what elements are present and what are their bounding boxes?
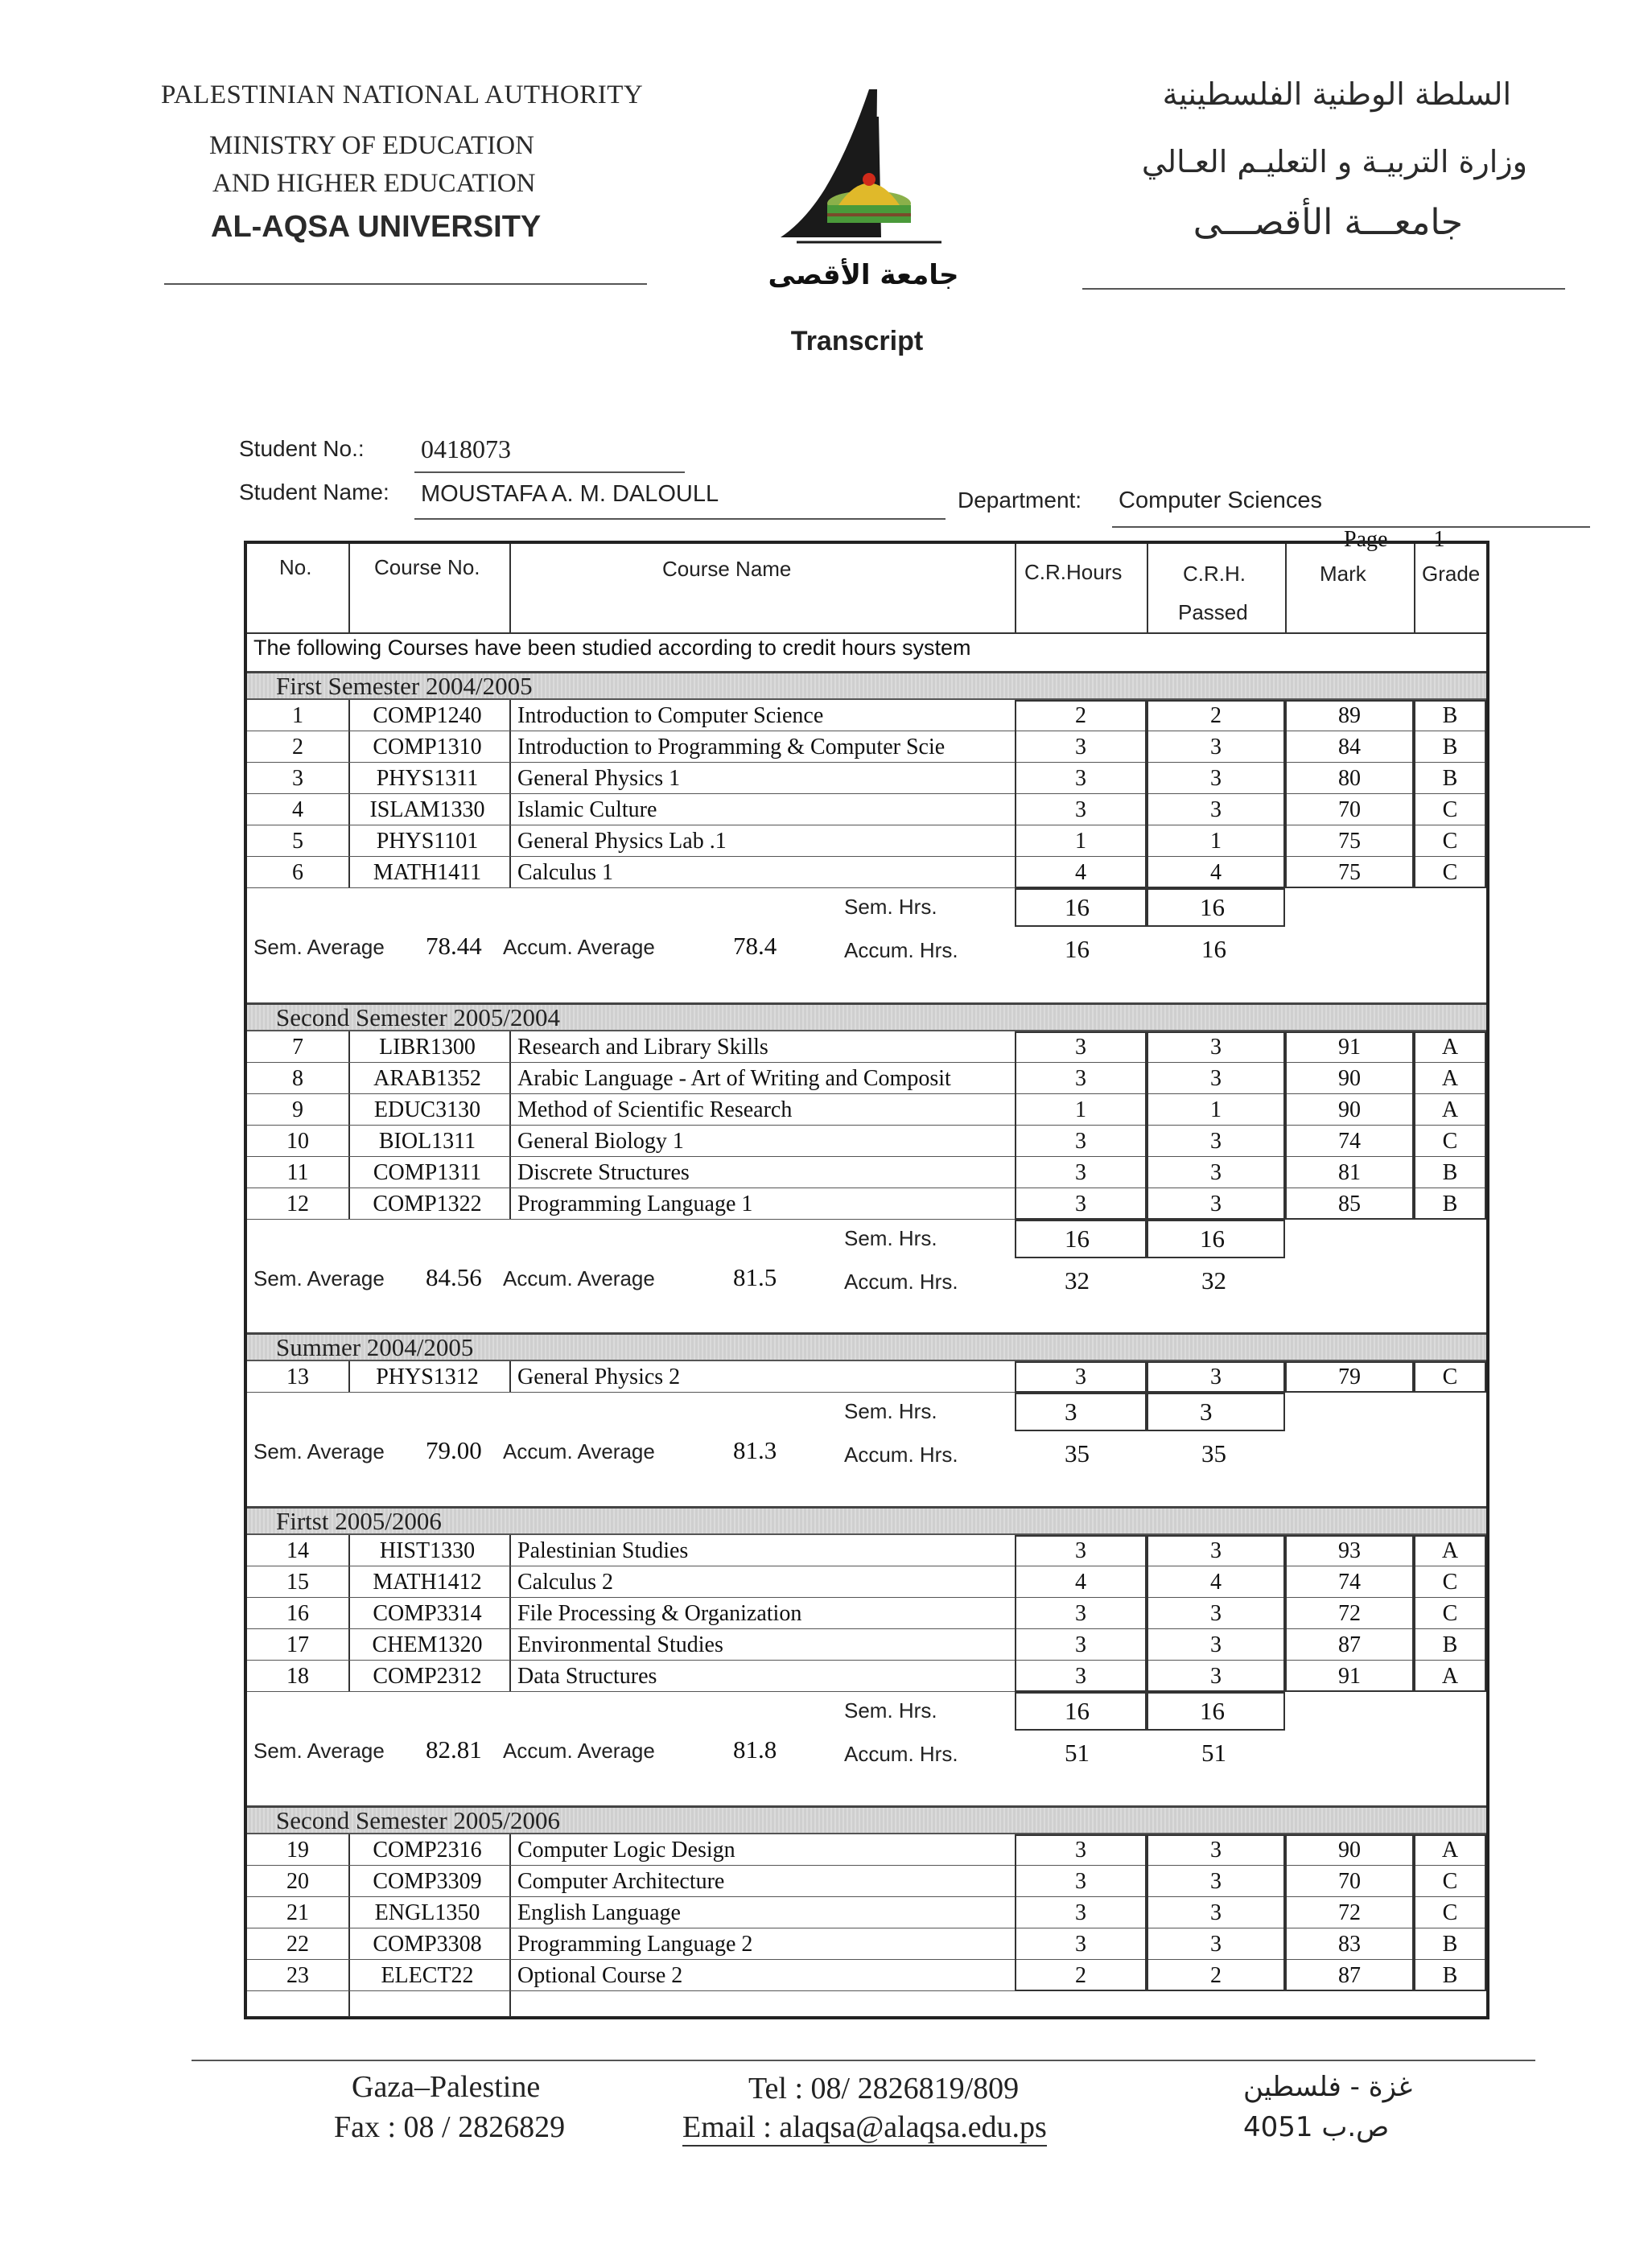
accum-hrs-value: 32 [1065, 1266, 1090, 1295]
sem-hrs-passed-value: 16 [1200, 1697, 1225, 1725]
department-label: Department: [958, 488, 1082, 512]
accum-average-value: 78.4 [733, 932, 777, 960]
cell-passed: 2 [1210, 703, 1222, 728]
student-no-value: 0418073 [421, 434, 511, 463]
accum-average-label: Accum. Average [503, 1739, 655, 1763]
cell-name: Arabic Language - Art of Writing and Composit [517, 1066, 951, 1091]
cell-hrs: 3 [1075, 1632, 1086, 1657]
cell-no: 6 [292, 860, 303, 885]
sem-average-value: 82.81 [426, 1735, 482, 1764]
value-box [1147, 1031, 1285, 1220]
accum-average-value: 81.8 [733, 1735, 777, 1764]
cell-code: COMP2312 [373, 1664, 482, 1689]
semester-title: First Semester 2004/2005 [276, 672, 533, 700]
cell-mark: 90 [1338, 1097, 1361, 1122]
cell-passed: 3 [1210, 1365, 1222, 1389]
cell-grade: B [1442, 766, 1458, 791]
cell-no: 10 [286, 1129, 309, 1154]
university-name-ar: جامعـــة الأقصـــى [1193, 202, 1463, 243]
value-box [1414, 1535, 1486, 1692]
university-name: AL-AQSA UNIVERSITY [211, 210, 542, 244]
cell-mark: 72 [1338, 1900, 1361, 1925]
cell-code: HIST1330 [379, 1538, 476, 1563]
cell-passed: 3 [1210, 1869, 1222, 1894]
cell-mark: 72 [1338, 1601, 1361, 1626]
cell-no: 1 [292, 703, 303, 728]
cell-mark: 91 [1338, 1664, 1361, 1689]
accum-hrs-label: Accum. Hrs. [844, 1270, 958, 1294]
cell-grade: C [1442, 797, 1458, 822]
sem-hrs-value: 16 [1065, 893, 1090, 921]
cell-code: COMP3308 [373, 1932, 482, 1957]
cell-code: ELECT22 [381, 1963, 474, 1988]
english-header [161, 80, 676, 245]
cell-no: 3 [292, 766, 303, 791]
cell-mark: 85 [1338, 1192, 1361, 1216]
col-no: No. [279, 555, 312, 579]
cell-name: Data Structures [517, 1664, 657, 1689]
value-box [1285, 700, 1414, 888]
col-divider [1015, 544, 1016, 634]
cell-passed: 2 [1210, 1963, 1222, 1988]
value-box [1285, 1361, 1414, 1393]
cell-hrs: 3 [1075, 1869, 1086, 1894]
value-box [1285, 1031, 1414, 1220]
semester-title: Second Semester 2005/2006 [276, 1806, 561, 1834]
cell-no: 4 [292, 797, 303, 822]
cell-code: COMP1310 [373, 735, 482, 759]
document-title: Transcript [790, 326, 924, 356]
cell-code: BIOL1311 [378, 1129, 476, 1154]
cell-grade: A [1441, 1066, 1459, 1091]
footer-fax: Fax : 08 / 2826829 [334, 2110, 566, 2144]
cell-no: 9 [292, 1097, 303, 1122]
col-divider [348, 544, 350, 634]
cell-passed: 3 [1210, 1538, 1222, 1563]
cell-code: COMP1240 [373, 703, 482, 728]
arabic-header [1012, 76, 1527, 243]
cell-grade: A [1441, 1538, 1459, 1563]
sem-hrs-label: Sem. Hrs. [844, 1226, 937, 1250]
cell-name: Programming Language 1 [517, 1192, 753, 1216]
sem-average-label: Sem. Average [253, 935, 385, 959]
cell-grade: C [1442, 1129, 1458, 1154]
cell-name: Research and Library Skills [517, 1035, 768, 1060]
cell-mark: 75 [1338, 860, 1361, 885]
cell-grade: C [1442, 860, 1458, 885]
accum-average-value: 81.5 [733, 1263, 777, 1291]
cell-name: Computer Architecture [517, 1869, 725, 1894]
cell-name: Method of Scientific Research [517, 1097, 793, 1122]
cell-mark: 74 [1338, 1570, 1361, 1595]
cell-hrs: 3 [1075, 1160, 1086, 1185]
accum-hrs-passed-value: 51 [1201, 1739, 1226, 1767]
student-no-label: Student No.: [239, 436, 365, 461]
page-value: 1 [1433, 527, 1445, 552]
ministry-name-line2: AND HIGHER EDUCATION [212, 169, 536, 198]
cell-hrs: 2 [1075, 703, 1086, 728]
cell-code: COMP3314 [373, 1601, 482, 1626]
value-box [1147, 1834, 1285, 1991]
cell-name: Environmental Studies [517, 1632, 723, 1657]
accum-hrs-label: Accum. Hrs. [844, 1742, 958, 1766]
cell-mark: 91 [1338, 1035, 1361, 1060]
cell-grade: A [1441, 1097, 1459, 1122]
cell-no: 8 [292, 1066, 303, 1091]
cell-code: CHEM1320 [372, 1632, 483, 1657]
value-box [1414, 700, 1486, 888]
cell-passed: 3 [1210, 1900, 1222, 1925]
cell-code: COMP2316 [373, 1838, 482, 1863]
accum-hrs-value: 16 [1065, 935, 1090, 963]
value-box [1147, 1535, 1285, 1692]
col-course-name: Course Name [662, 557, 792, 581]
cell-grade: B [1442, 735, 1458, 759]
cell-no: 14 [286, 1538, 309, 1563]
cell-mark: 75 [1338, 829, 1361, 854]
credit-hours-note: The following Courses have been studied according to credit hours system [253, 636, 971, 660]
cell-grade: B [1442, 1932, 1458, 1957]
accum-hrs-passed-value: 32 [1201, 1266, 1226, 1295]
cell-hrs: 3 [1075, 797, 1086, 822]
col-course-no: Course No. [374, 555, 480, 579]
cell-code: MATH1411 [373, 860, 482, 885]
cell-name: Islamic Culture [517, 797, 657, 822]
cell-name: File Processing & Organization [517, 1601, 802, 1626]
header-divider-right [1082, 288, 1565, 290]
col-mark: Mark [1320, 562, 1366, 586]
value-box [1414, 1834, 1486, 1991]
cell-name: Discrete Structures [517, 1160, 690, 1185]
cell-no: 19 [286, 1838, 309, 1863]
cell-grade: B [1442, 1160, 1458, 1185]
cell-passed: 3 [1210, 1838, 1222, 1863]
cell-code: PHYS1312 [376, 1365, 479, 1389]
cell-passed: 3 [1210, 1160, 1222, 1185]
cell-name: Introduction to Computer Science [517, 703, 824, 728]
sem-average-label: Sem. Average [253, 1739, 385, 1763]
cell-mark: 80 [1338, 766, 1361, 791]
cell-hrs: 3 [1075, 1932, 1086, 1957]
cell-no: 13 [286, 1365, 309, 1389]
authority-name: PALESTINIAN NATIONAL AUTHORITY [161, 80, 644, 109]
table-header [247, 544, 1486, 634]
cell-no: 23 [286, 1963, 309, 1988]
accum-hrs-passed-value: 35 [1201, 1439, 1226, 1467]
value-box [1285, 1535, 1414, 1692]
footer-tel: Tel : 08/ 2826819/809 [748, 2072, 1020, 2105]
col-cr-hours: C.R.Hours [1024, 560, 1123, 584]
value-box [1285, 1834, 1414, 1991]
cell-code: PHYS1311 [376, 766, 479, 791]
transcript-table [244, 541, 1489, 2019]
cell-mark: 70 [1338, 797, 1361, 822]
col-divider [509, 544, 511, 634]
cell-mark: 87 [1338, 1963, 1361, 1988]
sem-hrs-box [1015, 1393, 1147, 1431]
cell-mark: 93 [1338, 1538, 1361, 1563]
sem-average-value: 84.56 [426, 1263, 482, 1291]
cell-hrs: 3 [1075, 1129, 1086, 1154]
cell-hrs: 4 [1075, 860, 1086, 885]
cell-passed: 3 [1210, 1632, 1222, 1657]
sem-hrs-value: 16 [1065, 1225, 1090, 1253]
semester-title: Summer 2004/2005 [276, 1333, 474, 1361]
value-box [1414, 1031, 1486, 1220]
cell-hrs: 3 [1075, 1066, 1086, 1091]
cell-no: 22 [286, 1932, 309, 1957]
semester-title-bar [247, 671, 1486, 700]
cell-passed: 3 [1210, 1664, 1222, 1689]
col-grade: Grade [1422, 562, 1481, 586]
ministry-name-ar: وزارة التربيـة و التعليـم العـالي [1141, 144, 1527, 179]
footer-city-ar: غزة - فلسطين [1243, 2071, 1413, 2103]
cell-mark: 83 [1338, 1932, 1361, 1957]
cell-hrs: 3 [1075, 1035, 1086, 1060]
cell-passed: 1 [1210, 1097, 1222, 1122]
cell-grade: A [1441, 1035, 1459, 1060]
cell-grade: A [1441, 1838, 1459, 1863]
cell-no: 2 [292, 735, 303, 759]
col-passed: Passed [1178, 600, 1248, 624]
accum-hrs-passed-value: 16 [1201, 935, 1226, 963]
cell-name: Introduction to Programming & Computer Scie [517, 735, 946, 759]
cell-code: COMP3309 [373, 1869, 482, 1894]
accum-average-label: Accum. Average [503, 1439, 655, 1463]
accum-hrs-value: 35 [1065, 1439, 1090, 1467]
sem-hrs-value: 3 [1065, 1397, 1077, 1426]
value-box [1015, 700, 1147, 888]
cell-name: Palestinian Studies [517, 1538, 689, 1563]
logo-arabic-text: جامعة الأقصى [768, 259, 959, 291]
cell-code: COMP1322 [373, 1192, 482, 1216]
col-divider [1414, 544, 1415, 634]
cell-grade: A [1441, 1664, 1459, 1689]
sem-hrs-passed-value: 16 [1200, 893, 1225, 921]
cell-grade: C [1442, 1869, 1458, 1894]
cell-passed: 3 [1210, 1192, 1222, 1216]
value-box [1147, 700, 1285, 888]
sem-hrs-box [1147, 1393, 1285, 1431]
student-no-underline [414, 471, 685, 473]
cell-hrs: 3 [1075, 1838, 1086, 1863]
cell-code: ISLAM1330 [369, 797, 485, 822]
cell-passed: 3 [1210, 1932, 1222, 1957]
cell-code: ARAB1352 [373, 1066, 481, 1091]
cell-hrs: 1 [1075, 829, 1086, 854]
cell-name: Calculus 2 [517, 1570, 613, 1595]
cell-grade: B [1442, 703, 1458, 728]
semester-title-bar [247, 1002, 1486, 1031]
cell-name: Optional Course 2 [517, 1963, 683, 1988]
cell-no: 18 [286, 1664, 309, 1689]
cell-hrs: 3 [1075, 735, 1086, 759]
cell-hrs: 2 [1075, 1963, 1086, 1988]
value-box [1015, 1834, 1147, 1991]
cell-passed: 3 [1210, 735, 1222, 759]
cell-hrs: 4 [1075, 1570, 1086, 1595]
cell-hrs: 3 [1075, 1192, 1086, 1216]
cell-mark: 90 [1338, 1066, 1361, 1091]
sem-hrs-label: Sem. Hrs. [844, 1399, 937, 1423]
cell-grade: C [1442, 1570, 1458, 1595]
cell-no: 11 [286, 1160, 309, 1185]
accum-average-label: Accum. Average [503, 1266, 655, 1290]
accum-hrs-label: Accum. Hrs. [844, 1443, 958, 1467]
cell-no: 5 [292, 829, 303, 854]
cell-grade: B [1442, 1192, 1458, 1216]
cell-passed: 3 [1210, 1035, 1222, 1060]
cell-no: 20 [286, 1869, 309, 1894]
sem-hrs-label: Sem. Hrs. [844, 1698, 937, 1723]
cell-name: General Biology 1 [517, 1129, 684, 1154]
cell-passed: 4 [1210, 860, 1222, 885]
cell-code: ENGL1350 [374, 1900, 480, 1925]
cell-no: 7 [292, 1035, 303, 1060]
col-divider [1285, 544, 1287, 634]
value-box [1015, 1535, 1147, 1692]
accum-average-label: Accum. Average [503, 935, 655, 959]
semester-title: Firtst 2005/2006 [276, 1507, 442, 1535]
sem-hrs-passed-value: 3 [1200, 1397, 1213, 1426]
cell-hrs: 1 [1075, 1097, 1086, 1122]
footer-divider [192, 2060, 1535, 2061]
col-crh: C.R.H. [1183, 562, 1246, 586]
value-box [1015, 1031, 1147, 1220]
cell-passed: 3 [1210, 766, 1222, 791]
sem-average-value: 78.44 [426, 932, 482, 960]
accum-hrs-value: 51 [1065, 1739, 1090, 1767]
cell-code: MATH1412 [373, 1570, 482, 1595]
cell-name: General Physics 2 [517, 1365, 681, 1389]
cell-grade: C [1442, 1601, 1458, 1626]
cell-hrs: 3 [1075, 1365, 1086, 1389]
accum-average-value: 81.3 [733, 1436, 777, 1464]
cell-passed: 3 [1210, 1066, 1222, 1091]
cell-grade: C [1442, 1365, 1458, 1389]
cell-mark: 87 [1338, 1632, 1361, 1657]
footer-city: Gaza–Palestine [352, 2070, 541, 2104]
col-divider [1147, 544, 1148, 634]
cell-code: LIBR1300 [379, 1035, 476, 1060]
semester-title-bar [247, 1805, 1486, 1834]
department-value: Computer Sciences [1119, 488, 1323, 513]
cell-name: Programming Language 2 [517, 1932, 753, 1957]
cell-name: English Language [517, 1900, 681, 1925]
cell-name: Computer Logic Design [517, 1838, 735, 1863]
cell-hrs: 3 [1075, 1538, 1086, 1563]
cell-passed: 3 [1210, 1129, 1222, 1154]
cell-no: 17 [286, 1632, 309, 1657]
cell-no: 15 [286, 1570, 309, 1595]
semester-title: Second Semester 2005/2004 [276, 1003, 561, 1031]
cell-no: 12 [286, 1192, 309, 1216]
cell-grade: C [1442, 1900, 1458, 1925]
cell-passed: 3 [1210, 1601, 1222, 1626]
footer-pobox-ar: ص.ب 4051 [1243, 2111, 1390, 2143]
authority-name-ar: السلطة الوطنية الفلسطينية [1162, 76, 1511, 112]
cell-code: EDUC3130 [373, 1097, 481, 1122]
cell-mark: 89 [1338, 703, 1361, 728]
cell-grade: C [1442, 829, 1458, 854]
cell-mark: 79 [1338, 1365, 1361, 1389]
semester-title-bar [247, 1506, 1486, 1535]
ministry-name-line1: MINISTRY OF EDUCATION [209, 131, 534, 160]
accum-hrs-label: Accum. Hrs. [844, 938, 958, 962]
sem-hrs-value: 16 [1065, 1697, 1090, 1725]
sem-hrs-label: Sem. Hrs. [844, 895, 937, 919]
cell-hrs: 3 [1075, 766, 1086, 791]
footer-email: Email : alaqsa@alaqsa.edu.ps [682, 2110, 1047, 2147]
value-box [1015, 1361, 1147, 1393]
cell-no: 16 [286, 1601, 309, 1626]
cell-mark: 90 [1338, 1838, 1361, 1863]
cell-name: General Physics Lab .1 [517, 829, 727, 854]
cell-mark: 81 [1338, 1160, 1361, 1185]
sem-average-value: 79.00 [426, 1436, 482, 1464]
cell-no: 21 [286, 1900, 309, 1925]
value-box [1414, 1361, 1486, 1393]
sem-average-label: Sem. Average [253, 1439, 385, 1463]
cell-mark: 74 [1338, 1129, 1361, 1154]
semester-title-bar [247, 1332, 1486, 1361]
cell-mark: 70 [1338, 1869, 1361, 1894]
cell-hrs: 3 [1075, 1601, 1086, 1626]
cell-grade: B [1442, 1632, 1458, 1657]
cell-hrs: 3 [1075, 1664, 1086, 1689]
cell-passed: 4 [1210, 1570, 1222, 1595]
cell-name: Calculus 1 [517, 860, 613, 885]
cell-hrs: 3 [1075, 1900, 1086, 1925]
student-name-label: Student Name: [239, 480, 389, 504]
student-name-value: MOUSTAFA A. M. DALOULL [421, 481, 719, 507]
cell-name: General Physics 1 [517, 766, 681, 791]
sem-average-label: Sem. Average [253, 1266, 385, 1290]
cell-code: PHYS1101 [376, 829, 479, 854]
cell-passed: 3 [1210, 797, 1222, 822]
cell-mark: 84 [1338, 735, 1361, 759]
sem-hrs-passed-value: 16 [1200, 1225, 1225, 1253]
value-box [1147, 1361, 1285, 1393]
page-label: Page [1344, 527, 1388, 552]
cell-grade: B [1442, 1963, 1458, 1988]
student-name-underline [414, 518, 946, 520]
header-divider-left [164, 283, 647, 285]
cell-code: COMP1311 [373, 1160, 482, 1185]
cell-passed: 1 [1210, 829, 1222, 854]
